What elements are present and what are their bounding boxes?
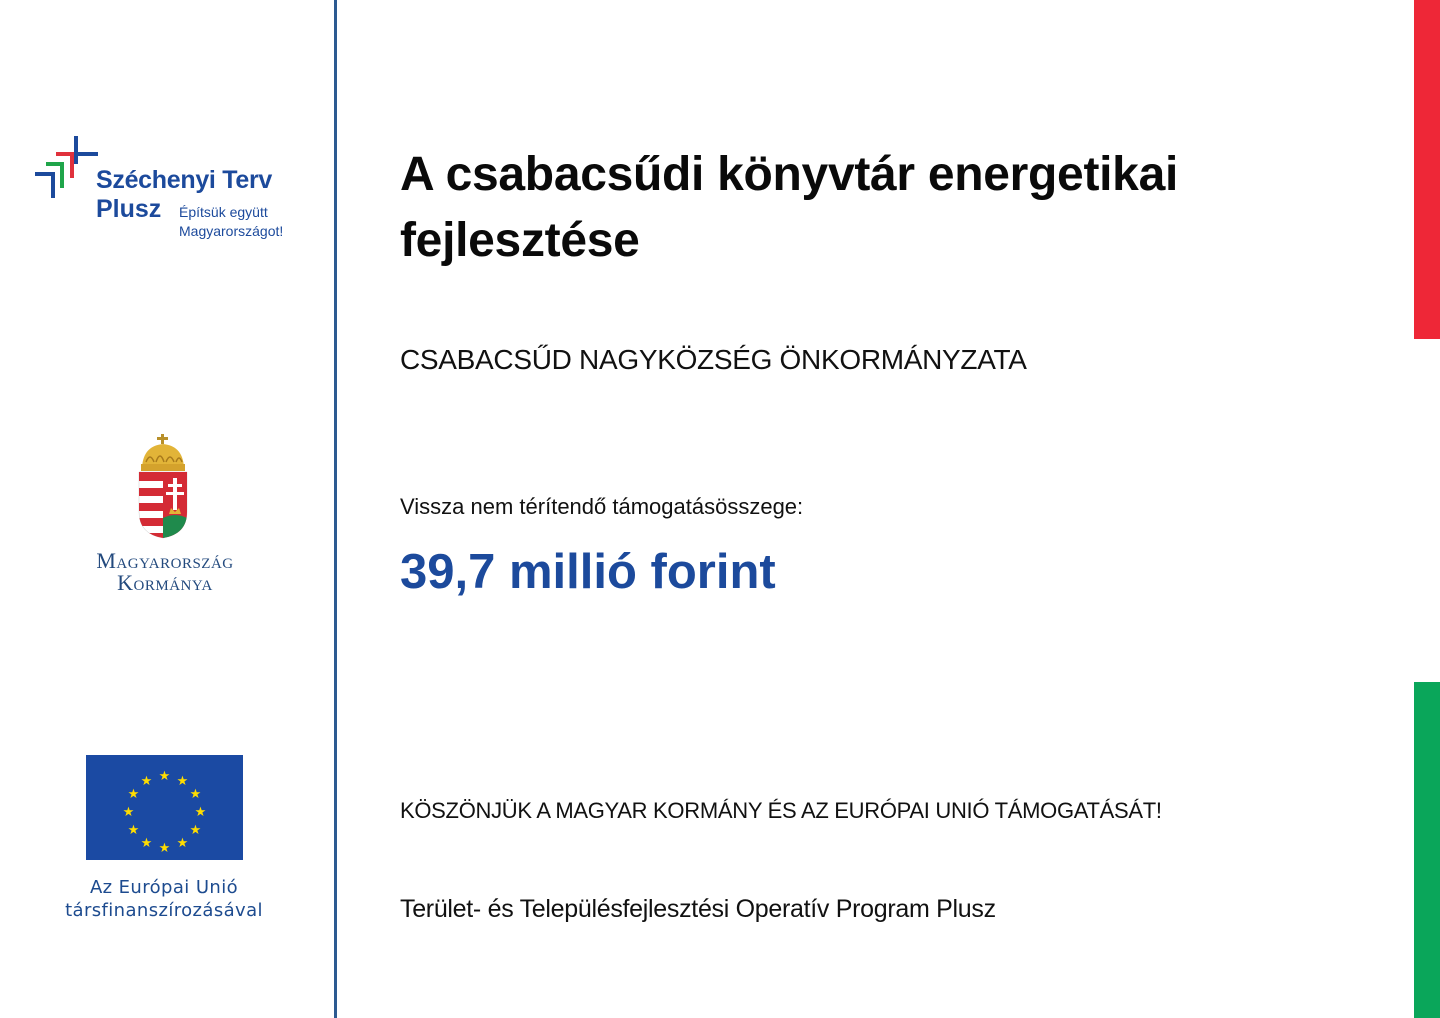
svg-text:★: ★ bbox=[140, 836, 153, 851]
svg-text:★: ★ bbox=[194, 805, 207, 820]
szechenyi-cross-icon bbox=[34, 134, 98, 200]
szechenyi-plusz: Plusz bbox=[96, 195, 162, 223]
program-name: Terület- és Településfejlesztési Operatív Program Plusz bbox=[400, 895, 996, 923]
eu-line-1: Az Európai Unió bbox=[89, 877, 239, 898]
grant-label: Vissza nem térítendő támogatásösszege: bbox=[400, 494, 804, 519]
szechenyi-slogan-2: Magyarországot! bbox=[179, 223, 284, 239]
szechenyi-slogan-1: Építsük együtt bbox=[179, 204, 268, 220]
vertical-divider bbox=[334, 0, 337, 1018]
flag-stripe-red bbox=[1414, 0, 1440, 339]
svg-text:★: ★ bbox=[176, 836, 189, 851]
svg-text:★: ★ bbox=[158, 841, 171, 856]
svg-text:★: ★ bbox=[140, 774, 153, 789]
szechenyi-terv-logo bbox=[34, 134, 314, 244]
hungarian-coat-of-arms-icon bbox=[136, 432, 190, 540]
svg-text:★: ★ bbox=[158, 769, 171, 784]
thanks-message: KÖSZÖNJÜK A MAGYAR KORMÁNY ÉS AZ EURÓPAI UNIÓ TÁMOGATÁSÁT! bbox=[400, 798, 1162, 823]
svg-text:★: ★ bbox=[127, 787, 140, 802]
project-title: A csabacsűdi könyvtár energetikai fejlesztése bbox=[400, 148, 1178, 267]
grant-amount: 39,7 millió forint bbox=[400, 545, 776, 599]
svg-text:★: ★ bbox=[189, 823, 202, 838]
flag-stripe-green bbox=[1414, 682, 1440, 1018]
szechenyi-title: Széchenyi Terv bbox=[96, 166, 272, 194]
government-line-1: Magyarország bbox=[96, 548, 234, 573]
eu-flag-icon bbox=[86, 755, 243, 860]
government-line-2: Kormánya bbox=[117, 570, 213, 595]
svg-text:★: ★ bbox=[127, 823, 140, 838]
svg-text:★: ★ bbox=[122, 805, 135, 820]
government-logo bbox=[60, 430, 270, 600]
svg-text:★: ★ bbox=[189, 787, 202, 802]
eu-line-2: társfinanszírozásával bbox=[65, 900, 263, 921]
svg-text:★: ★ bbox=[176, 774, 189, 789]
beneficiary-name: CSABACSŰD NAGYKÖZSÉG ÖNKORMÁNYZATA bbox=[400, 344, 1027, 375]
